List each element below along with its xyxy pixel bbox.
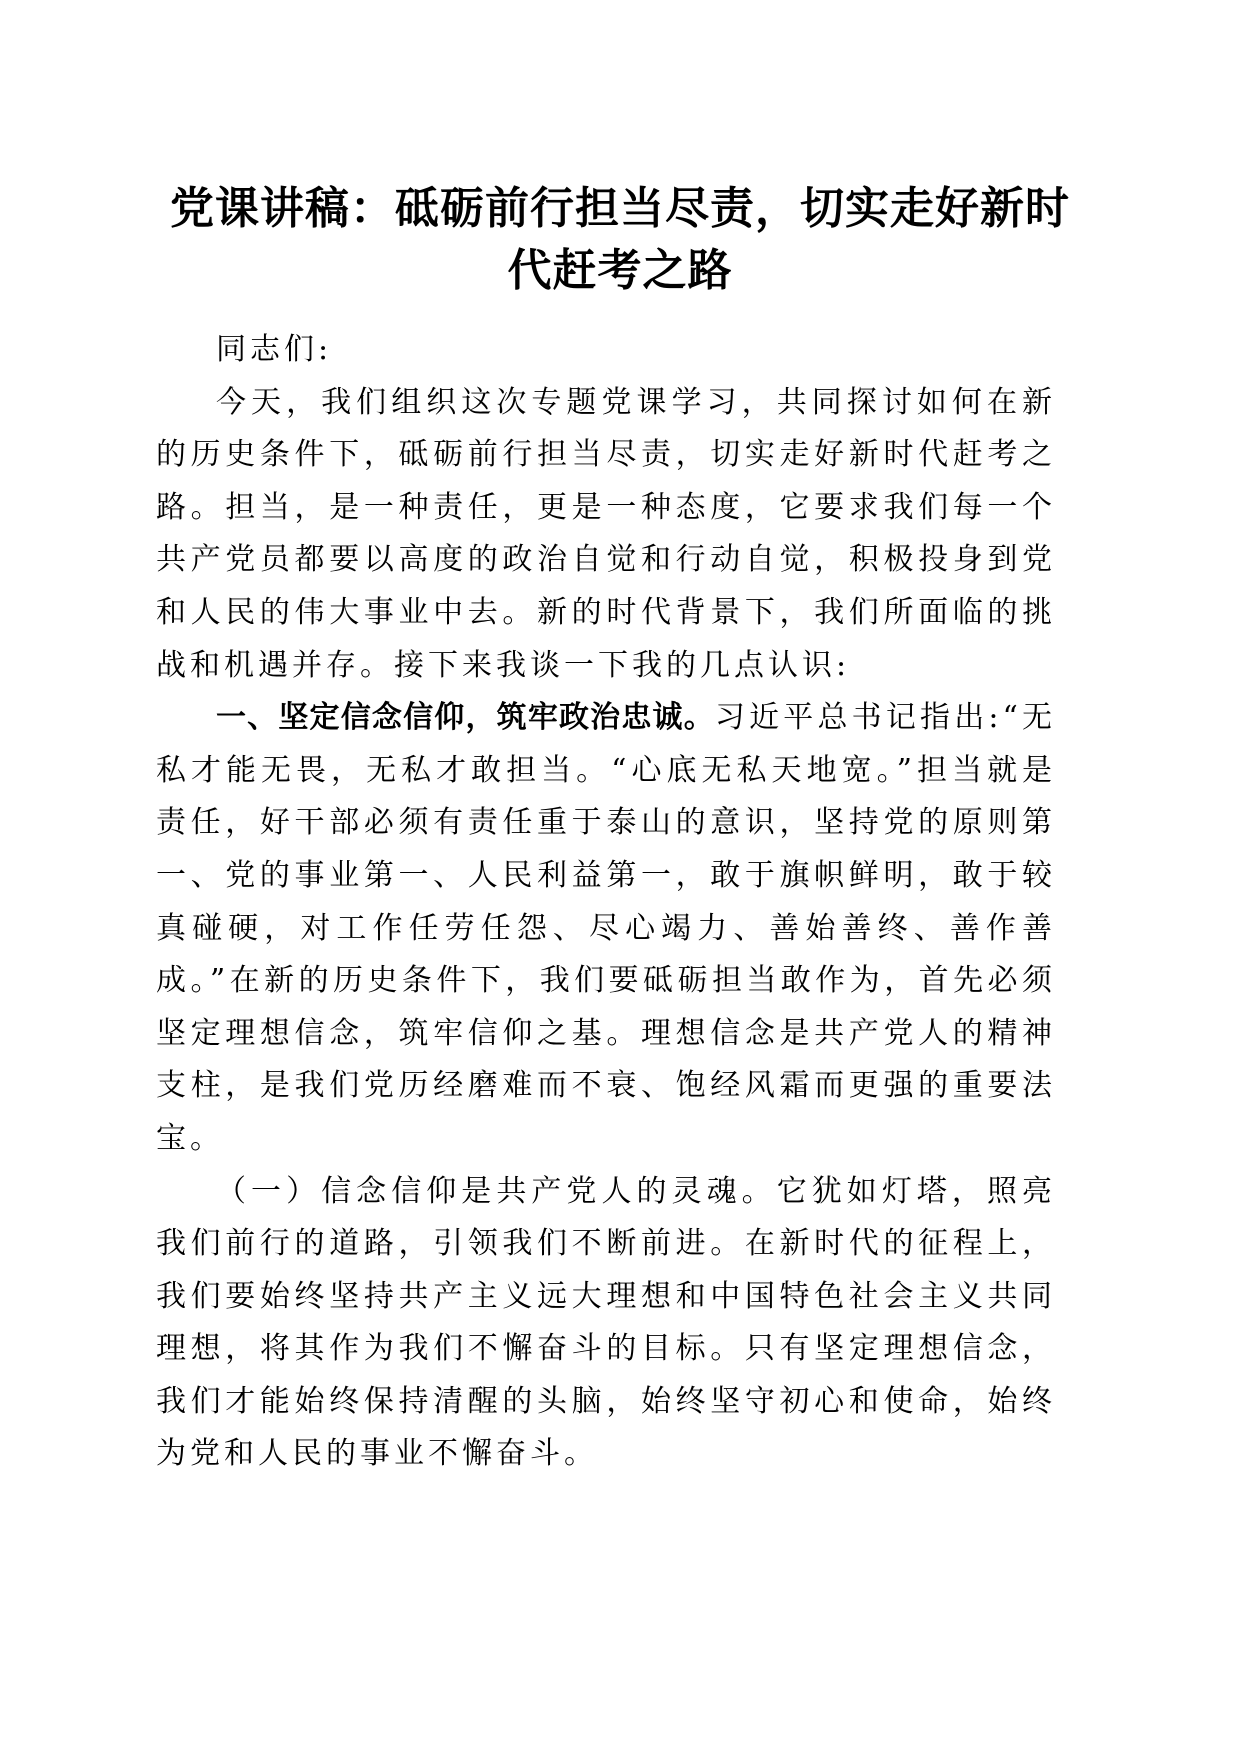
section-1-paragraph: [156, 692, 1056, 1165]
section-1-text: 习近平总书记指出:“无私才能无畏，无私才敢担当。“心底无私天地宽。”担当就是责任，好干部必须有责任重于泰山的意识，坚持党的原则第一、党的事业第一、人民利益第一，敢于旗帜鲜明，敢于较真碰硬，对工作任劳任怨、尽心竭力、善始善终、善作善成。”在新的历史条件下，我们要砥砺担当敢作为，首先必须坚定理想信念，筑牢信仰之基。理想信念是共产党人的精神支柱，是我们党历经磨难而不衰、饱经风霜而更强的重要法宝。: [156, 700, 1057, 1156]
salutation: 同志们:: [216, 332, 333, 367]
document-title: 党课讲稿：砥砺前行担当尽责，切实走好新时代赶考之路: [170, 183, 1070, 296]
document-body: [156, 324, 1056, 1481]
section-1-heading: 一、坚定信念信仰，筑牢政治忠诚。: [216, 700, 715, 736]
intro-paragraph: 今天，我们组织这次专题党课学习，共同探讨如何在新的历史条件下，砥砺前行担当尽责，切实走好新时代赶考之路。担当，是一种责任，更是一种态度，它要求我们每一个共产党员都要以高度的政治自觉和行动自觉，积极投身到党和人民的伟大事业中去。新的时代背景下，我们所面临的挑战和机遇并存。接下来我谈一下我的几点认识:: [156, 384, 1056, 683]
subsection-1-paragraph: （一）信念信仰是共产党人的灵魂。它犹如灯塔，照亮我们前行的道路，引领我们不断前进。在新时代的征程上，我们要始终坚持共产主义远大理想和中国特色社会主义共同理想，将其作为我们不懈奋斗的目标。只有坚定理想信念，我们才能始终保持清醒的头脑，始终坚守初心和使命，始终为党和人民的事业不懈奋斗。: [156, 1173, 1056, 1472]
